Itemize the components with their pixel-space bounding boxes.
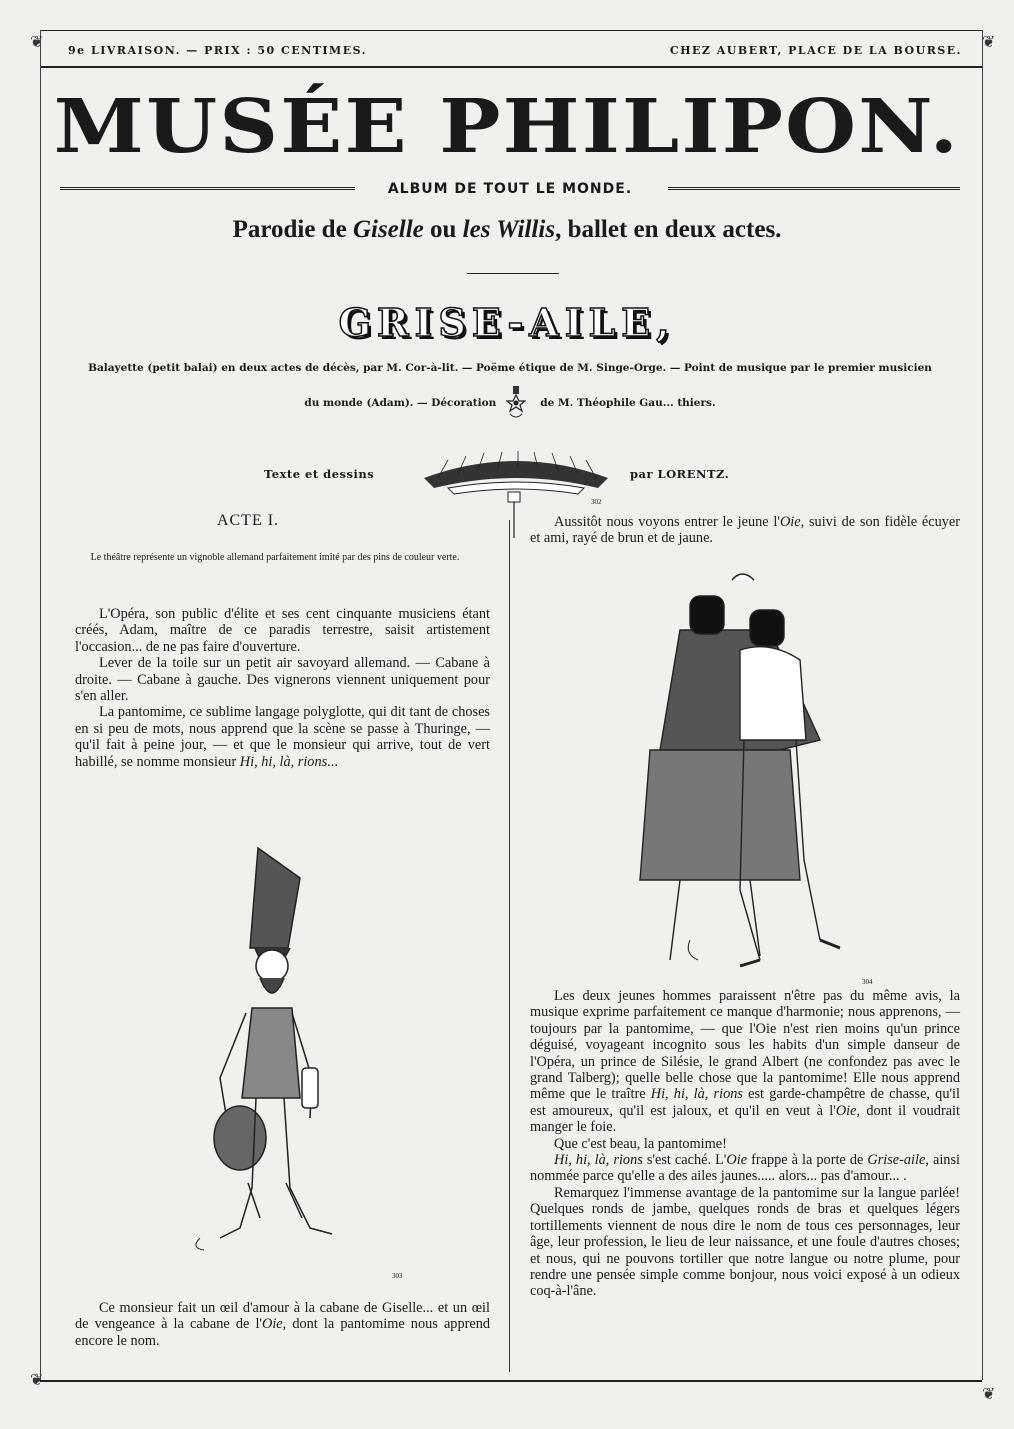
par-lorentz-label: par LORENTZ. xyxy=(630,467,730,481)
column-right-bottom-text xyxy=(530,988,960,1300)
figure-number-304: 304 xyxy=(862,978,873,986)
character-name: Hi, hi, là, rions xyxy=(554,1152,643,1169)
column-left-text xyxy=(75,606,490,770)
text-run: Les deux jeunes hommes paraissent n'être pas du même avis, la musique exprime parfaitement ce manque d'harmonie; nous apprenons, — toujours par la pantomime, — que l'Oie n'est rien moins qu'un prince déguisé, voyageant incognito sous les habits d'un simple danseur de l'Opéra, un prince de Silésie, le grand Albert (ne confondez pas avec le grand Talberg); quelle belle chose que la pantomime! Elle nous apprend même que le traître xyxy=(530,988,960,1103)
stage-direction: Le théâtre représente un vignoble allemand parfaitement imité par des pins de couleur verte. xyxy=(90,552,460,563)
frame-header-rule xyxy=(40,66,982,68)
subtitle-giselle: Giselle xyxy=(352,216,424,243)
credits-text: de M. Théophile Gau... thiers. xyxy=(540,397,716,409)
publisher-address: CHEZ AUBERT, PLACE DE LA BOURSE. xyxy=(669,44,962,57)
paragraph: Remarquez l'immense avantage de la pantomime sur la langue parlée! Quelques ronds de jambe, quelques ronds de bras et quelques légers tortillements viennent de nous dire le nom de tous ces personnages, leur âge, leur profession, le lieu de leur naissance, et une foule d'autres choses; et nous, qui ne pouvons tortiller que notre langue ou notre plume, pour rendre une pensée simple comme bonjour, nous voici exposé à un odieux coq-à-l'âne. xyxy=(530,1184,960,1300)
dancers-illustration-icon xyxy=(620,560,860,980)
paragraph xyxy=(530,1152,960,1185)
paragraph xyxy=(530,988,960,1136)
leaf-ornament-icon: ❦ xyxy=(982,34,996,51)
text-run: Aussitôt nous voyons entrer le jeune l' xyxy=(554,514,780,530)
gamekeeper-illustration-icon xyxy=(160,838,380,1258)
text-run: Ce monsieur fait un œil d'amour à la cabane de Giselle... et un œil de vengeance à la cabane de l' xyxy=(75,1300,490,1333)
issue-price: 9e LIVRAISON. — PRIX : 50 CENTIMES. xyxy=(68,44,368,57)
paragraph xyxy=(75,1300,490,1349)
paragraph: Lever de la toile sur un petit air savoyard allemand. — Cabane à droite. — Cabane à gauche. Des vignerons viennent uniquement pour s'en aller. xyxy=(75,655,490,705)
leaf-ornament-icon: ❦ xyxy=(982,1386,996,1403)
figure-number-302: 302 xyxy=(591,498,602,506)
text-run: , dont la pantomime nous apprend encore le nom. xyxy=(75,1316,490,1349)
leaf-ornament-icon: ❦ xyxy=(30,34,44,51)
leaf-ornament-icon: ❦ xyxy=(30,1372,44,1389)
text-run: frappe à la porte de xyxy=(747,1152,868,1169)
character-name: Oie xyxy=(835,1102,857,1119)
text-run: s'est caché. L' xyxy=(642,1152,727,1169)
subtitle-text: , ballet en deux actes. xyxy=(555,216,782,243)
paragraph: Que c'est beau, la pantomime! xyxy=(554,1135,727,1152)
album-subtitle: ALBUM DE TOUT LE MONDE. xyxy=(387,181,633,197)
text-run: ... xyxy=(327,753,338,770)
frame-bottom-rule xyxy=(40,1380,982,1382)
paragraph xyxy=(75,704,490,770)
credits-line-1: Balayette (petit balai) en deux actes de décès, par M. Cor-à-lit. — Poëme étique de M. Singe-Orge. — Point de musique par le premier musicien xyxy=(88,362,932,374)
character-name: Oie xyxy=(262,1316,283,1333)
subtitle-willis: les Willis xyxy=(462,216,556,243)
grise-aile-title: GRISE-AILE, xyxy=(338,300,676,345)
paragraph: L'Opéra, son public d'élite et ses cent cinquante musiciens étant créés, Adam, maître de ce paradis terrestre, saisit artistement l'occasion... de ne pas faire d'ouverture. xyxy=(75,606,490,655)
text-run: , dont il voudrait manger le foie. xyxy=(530,1102,960,1136)
medal-icon xyxy=(506,386,526,422)
character-name: Hi, hi, là, rions xyxy=(650,1086,743,1103)
parody-subtitle xyxy=(0,216,1014,244)
figure-number-303: 303 xyxy=(392,1272,403,1280)
character-name: Oie xyxy=(726,1152,748,1169)
text-run: La pantomime, ce sublime langage polyglotte, qui dit tant de choses en si peu de mots, nous apprend que la scène se passe à Thuringe, — qu'il fait à peine jour, — et que le monsieur qui arrive, tout de vert habillé, se nomme monsieur xyxy=(75,704,490,770)
paragraph xyxy=(530,514,960,547)
column-left-bottom-text xyxy=(75,1300,490,1349)
credits-text: du monde (Adam). — Décoration xyxy=(304,397,497,409)
column-right-top-text xyxy=(530,514,960,547)
character-name: Hi, hi, là, rions xyxy=(239,753,328,770)
texte-dessins-label: Texte et dessins xyxy=(264,467,375,481)
text-run: est garde-champêtre de chasse, qu'il est amoureux, qu'il est jaloux, et qu'il en veut à l' xyxy=(530,1086,960,1119)
subtitle-text: ou xyxy=(423,216,463,243)
text-run: , ainsi nommée parce qu'elle a des ailes jaunes..... alors... pas d'amour... . xyxy=(530,1152,960,1185)
masthead-title: MUSÉE PHILIPON. xyxy=(53,84,961,170)
text-run: , suivi de son fidèle écuyer et ami, rayé de brun et de jaune. xyxy=(530,514,960,547)
frame-top-rule xyxy=(40,30,982,31)
subtitle-text: Parodie de xyxy=(232,216,353,243)
character-name: Grise-aile xyxy=(867,1152,926,1169)
short-divider xyxy=(467,273,559,274)
character-name: Oie xyxy=(779,514,801,530)
act-heading: ACTE I. xyxy=(216,512,280,529)
column-divider xyxy=(509,520,510,1372)
album-line xyxy=(60,180,960,200)
album-rule-right xyxy=(668,187,960,190)
